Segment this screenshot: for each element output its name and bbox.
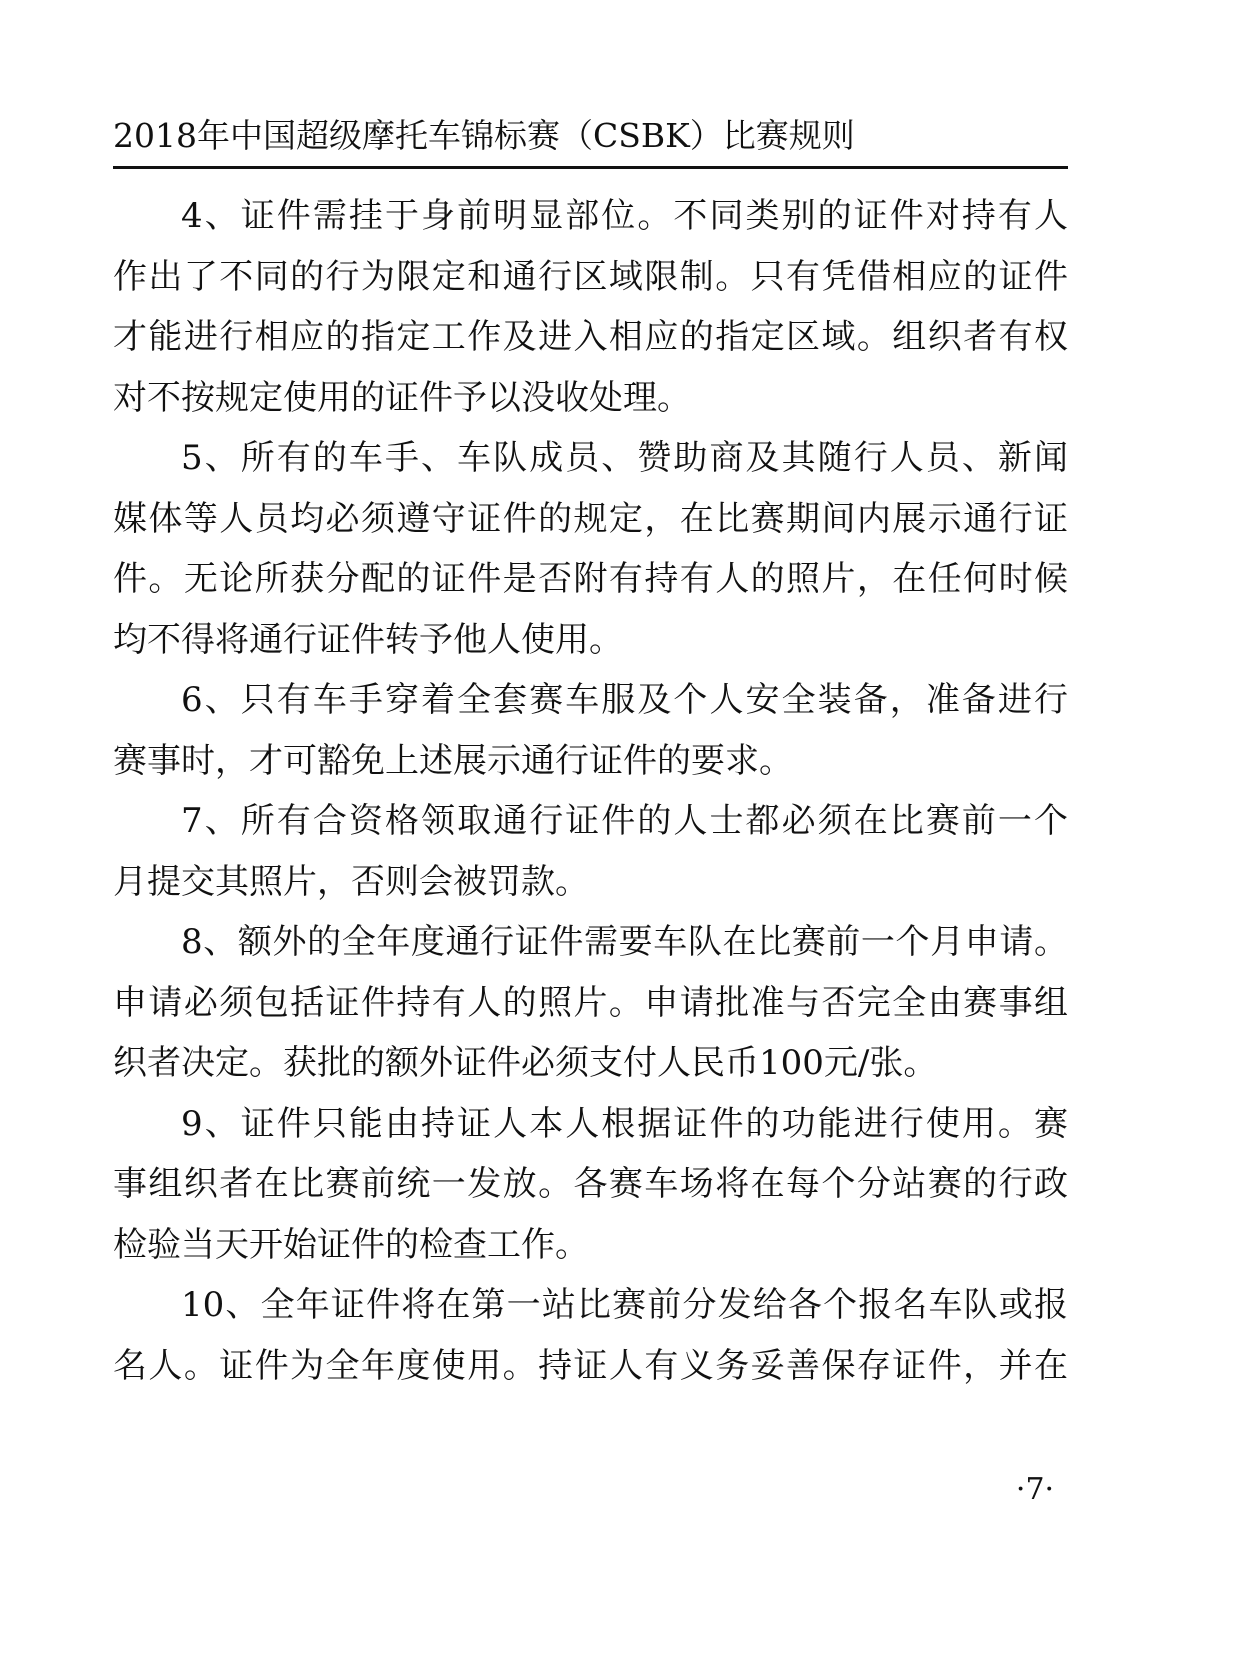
paragraph-line: 9、证件只能由持证人本人根据证件的功能进行使用。赛 [181, 1103, 1068, 1144]
header-rule-divider [113, 166, 1068, 169]
paragraph-line: 7、所有合资格领取通行证件的人士都必须在比赛前一个 [181, 801, 1068, 841]
paragraph-line: 5、所有的车手、车队成员、赞助商及其随行人员、新闻 [181, 438, 1068, 478]
paragraph-line: 6、只有车手穿着全套赛车服及个人安全装备，准备进行 [181, 680, 1068, 720]
paragraph-item-4 [113, 186, 1068, 428]
paragraph-line: 对不按规定使用的证件予以没收处理。 [113, 377, 691, 418]
paragraph-line: 织者决定。获批的额外证件必须支付人民币100元/张。 [113, 1043, 938, 1083]
paragraph-item-5 [113, 428, 1068, 670]
paragraph-item-7 [113, 791, 1068, 912]
page-number: ·7· [1015, 1472, 1055, 1507]
paragraph-line: 10、全年证件将在第一站比赛前分发给各个报名车队或报 [181, 1285, 1068, 1325]
paragraph-line: 名人。证件为全年度使用。持证人有义务妥善保存证件，并在 [113, 1345, 1068, 1386]
paragraph-line: 申请必须包括证件持有人的照片。申请批准与否完全由赛事组 [113, 982, 1068, 1023]
paragraph-line: 月提交其照片，否则会被罚款。 [113, 861, 589, 902]
paragraph-line: 作出了不同的行为限定和通行区域限制。只有凭借相应的证件 [113, 256, 1068, 297]
paragraph-line: 检验当天开始证件的检查工作。 [113, 1224, 589, 1265]
running-header-title: 2018年中国超级摩托车锦标赛（CSBK）比赛规则 [113, 116, 855, 155]
paragraph-line: 事组织者在比赛前统一发放。各赛车场将在每个分站赛的行政 [113, 1164, 1068, 1204]
paragraph-item-9 [113, 1094, 1068, 1276]
paragraph-line: 均不得将通行证件转予他人使用。 [113, 619, 623, 660]
paragraph-item-6 [113, 670, 1068, 791]
body-text [113, 186, 1068, 1396]
paragraph-line: 4、证件需挂于身前明显部位。不同类别的证件对持有人 [181, 196, 1068, 236]
paragraph-line: 媒体等人员均必须遵守证件的规定，在比赛期间内展示通行证 [113, 498, 1068, 539]
paragraph-line: 赛事时，才可豁免上述展示通行证件的要求。 [113, 740, 793, 781]
paragraph-item-8 [113, 912, 1068, 1094]
paragraph-line: 才能进行相应的指定工作及进入相应的指定区域。组织者有权 [113, 317, 1068, 357]
paragraph-item-10 [113, 1275, 1068, 1396]
paragraph-line: 8、额外的全年度通行证件需要车队在比赛前一个月申请。 [181, 922, 1068, 962]
paragraph-line: 件。无论所获分配的证件是否附有持有人的照片，在任何时候 [113, 559, 1068, 599]
